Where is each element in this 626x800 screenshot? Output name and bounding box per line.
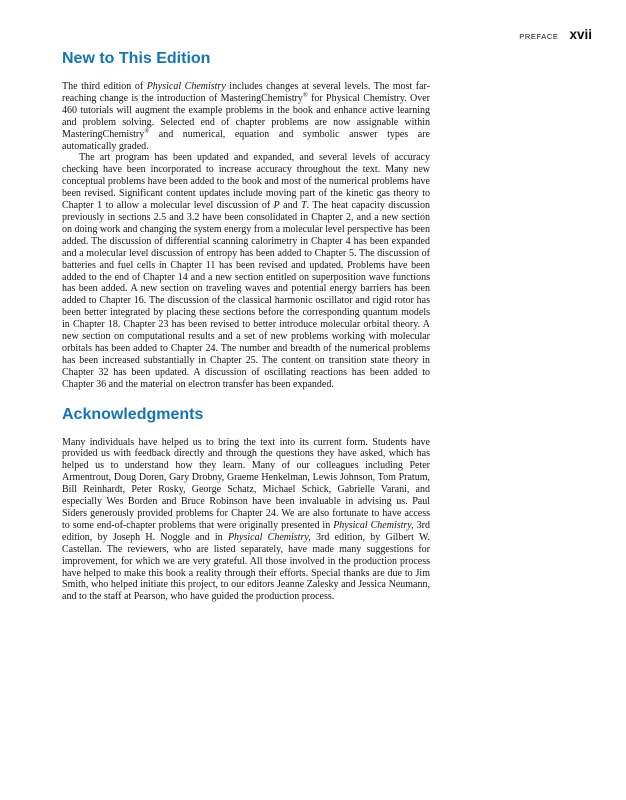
page-number: xvii	[569, 27, 592, 42]
running-header-preface-label: PREFACE	[519, 32, 559, 41]
section-heading-new-to-this-edition: New to This Edition	[62, 50, 211, 67]
paragraph-acknowledgments: Many individuals have helped us to bring the text into its current form. Students have provided us with feedback directly and through the questions they have asked, which has helped us to understand how they learn. Many of our colleagues including Peter Armentrout, Doug Doren, Gary Drobny, Graeme Henkelman, Lewis Johnson, Tom Pratum, Bill Reinhardt, Peter Rosky, George Schatz, Michael Schick, Gabrielle Varani, and especially Wes Borden and Bruce Robinson have been invaluable in advising us. Paul Siders generously provided problems for Chapter 24. We are also fortunate to have access to some end-of-chapter problems that were originally presented in Physical Chemistry, 3rd edition, by Joseph H. Noggle and in Physical Chemistry, 3rd edition, by Gilbert W. Castellan. The reviewers, who are listed separately, have made many suggestions for improvement, for which we are very grateful. All those involved in the production process have helped to make this book a reality through their efforts. Special thanks are due to Jim Smith, who helped initiate this project, to our editors Jeanne Zalesky and Jessica Neumann, and to the staff at Pearson, who have guided the production process.	[62, 436, 430, 603]
paragraph-content-updates: The art program has been updated and expanded, and several levels of accuracy checking have been incorporated to increase accuracy throughout the text. Many new conceptual problems have been added to the book and most of the numerical problems have been revised. Significant content updates include moving part of the kinetic gas theory to Chapter 1 to allow a molecular level discussion of P and T. The heat capacity discussion previously in sections 2.5 and 3.2 have been consolidated in Chapter 2, and a new section on doing work and changing the system energy from a molecular level perspective has been added. The discussion of differential scanning calorimetry in Chapter 4 has been expanded and a molecular level discussion of entropy has been added to Chapter 5. The discussion of batteries and fuel cells in Chapter 11 has been revised and updated. Problems have been added to the end of Chapter 14 and a new section entitled on superposition wave functions has been added. A new section on traveling waves and potential energy barriers has been added to Chapter 16. The discussion of the classical harmonic oscillator and rigid rotor has been better integrated by placing these sections before the corresponding quantum models in Chapter 18. Chapter 23 has been revised to better introduce molecular orbital theory. A new section on computational results and a set of new problems working with molecular orbitals has been added to Chapter 24. The number and breadth of the numerical problems has been increased substantially in Chapter 25. The content on transition state theory in Chapter 32 has been updated. A discussion of oscillating reactions has been added to Chapter 36 and the material on electron transfer has been expanded.	[62, 152, 430, 390]
running-header	[519, 27, 592, 42]
section-acknowledgments	[62, 406, 430, 604]
paragraph-edition-overview: The third edition of Physical Chemistry includes changes at several levels. The most far-reaching change is the introduction of MasteringChemistry® for Physical Chemistry. Over 460 tutorials will augment the example problems in the book and enhance active learning and problem solving. Selected end of chapter problems are now assignable within MasteringChemistry® and numerical, equation and symbolic answer types are automatically graded.	[62, 81, 430, 152]
section-heading-acknowledgments: Acknowledgments	[62, 405, 204, 423]
section-new-to-this-edition	[62, 50, 430, 391]
page-content	[62, 50, 430, 603]
